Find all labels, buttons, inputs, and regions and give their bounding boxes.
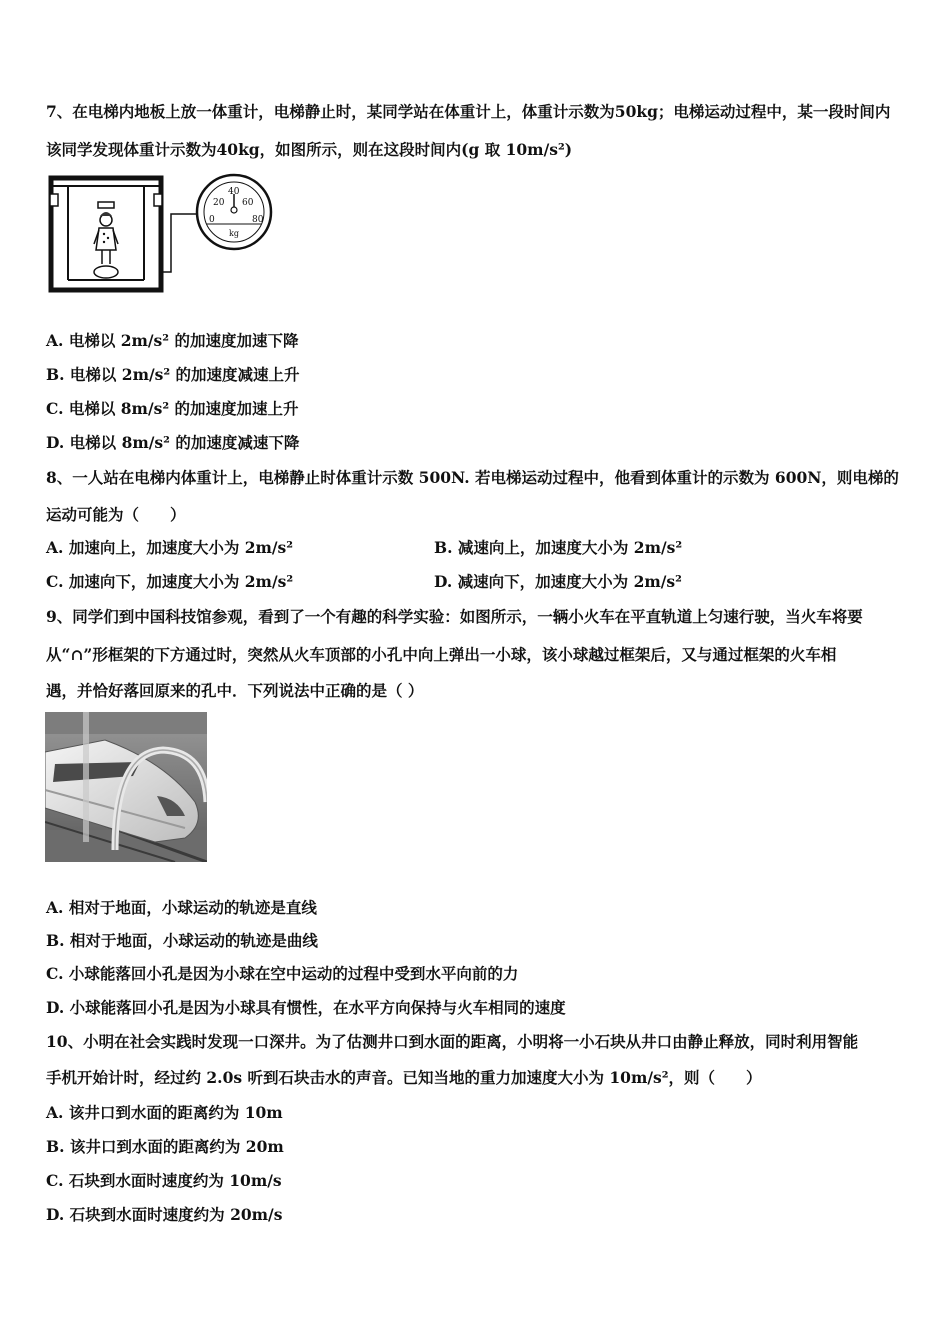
q10-option-a: A. 该井口到水面的距离约为 10m xyxy=(46,1103,283,1122)
q7-option-a: A. 电梯以 2m/s² 的加速度加速下降 xyxy=(46,331,299,350)
q7-option-b: B. 电梯以 2m/s² 的加速度减速上升 xyxy=(46,365,300,384)
q10-option-b: B. 该井口到水面的距离约为 20m xyxy=(46,1137,284,1156)
dial-tick-20: 20 xyxy=(213,198,225,208)
q8-option-d: D. 减速向下，加速度大小为 2m/s² xyxy=(434,572,682,591)
q9-stem-line2: 从“∩”形框架的下方通过时，突然从火车顶部的小孔中向上弹出一小球，该小球越过框架后，又与通过框架的火车相 xyxy=(46,645,837,664)
q9-stem-line3: 遇，并恰好落回原来的孔中．下列说法中正确的是（ ） xyxy=(46,681,424,700)
dial-unit: kg xyxy=(229,229,239,238)
q7-option-d: D. 电梯以 8m/s² 的加速度减速下降 xyxy=(46,433,300,452)
q10-stem-line1: 10、小明在社会实践时发现一口深井。为了估测井口到水面的距离，小明将一小石块从井口由静止释放，同时利用智能 xyxy=(46,1032,859,1051)
dial-tick-0: 0 xyxy=(209,215,215,225)
elevator-scale-figure xyxy=(46,172,276,297)
q10-option-d: D. 石块到水面时速度约为 20m/s xyxy=(46,1205,283,1224)
dial-tick-40: 40 xyxy=(228,187,240,197)
q7-stem-line2: 该同学发现体重计示数为40kg，如图所示，则在这段时间内(g 取 10m/s²) xyxy=(46,140,573,159)
q9-option-a: A. 相对于地面，小球运动的轨迹是直线 xyxy=(46,898,317,917)
q8-stem-line1: 8、一人站在电梯内体重计上，电梯静止时体重计示数 500N. 若电梯运动过程中，他看到体重计的示数为 600N，则电梯的 xyxy=(46,468,899,487)
q9-option-c: C. 小球能落回小孔是因为小球在空中运动的过程中受到水平向前的力 xyxy=(46,964,519,983)
dial-tick-60: 60 xyxy=(242,198,254,208)
q7-stem-line1: 7、在电梯内地板上放一体重计，电梯静止时，某同学站在体重计上，体重计示数为50kg；电梯运动过程中，某一段时间内 xyxy=(46,102,891,121)
q9-stem-line1: 9、同学们到中国科技馆参观，看到了一个有趣的科学实验：如图所示，一辆小火车在平直轨道上匀速行驶，当火车将要 xyxy=(46,607,863,626)
floor-scale xyxy=(94,266,118,278)
q10-option-c: C. 石块到水面时速度约为 10m/s xyxy=(46,1171,282,1190)
q7-option-c: C. 电梯以 8m/s² 的加速度加速上升 xyxy=(46,399,299,418)
dial-tick-80: 80 xyxy=(252,215,264,225)
q10-stem-line2: 手机开始计时，经过约 2.0s 听到石块击水的声音。已知当地的重力加速度大小为 10m/s²，则（ ） xyxy=(46,1068,762,1087)
q8-option-b: B. 减速向上，加速度大小为 2m/s² xyxy=(434,538,683,557)
q8-option-a: A. 加速向上，加速度大小为 2m/s² xyxy=(46,538,294,557)
q9-option-d: D. 小球能落回小孔是因为小球具有惯性，在水平方向保持与火车相同的速度 xyxy=(46,998,566,1017)
q8-option-c: C. 加速向下，加速度大小为 2m/s² xyxy=(46,572,294,591)
q8-stem-line2: 运动可能为（ ） xyxy=(46,505,186,524)
q9-option-b: B. 相对于地面，小球运动的轨迹是曲线 xyxy=(46,931,318,950)
scale-dial xyxy=(197,175,271,249)
train-photo xyxy=(45,712,207,862)
student-figure xyxy=(94,212,118,264)
